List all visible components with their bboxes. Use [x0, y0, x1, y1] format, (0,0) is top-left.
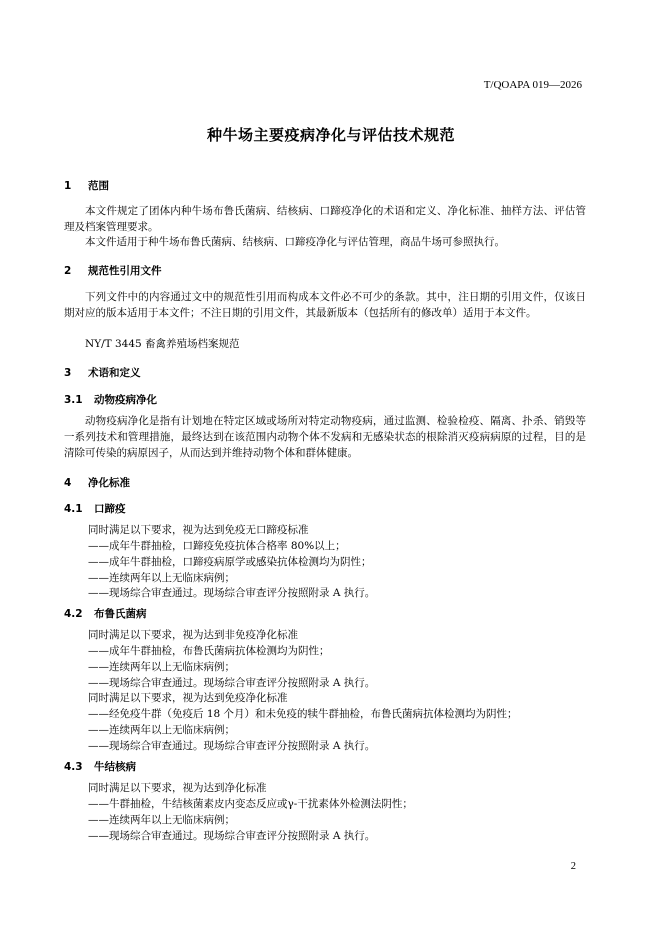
section-1-paragraph-1: 本文件规定了团体内种牛场布鲁氏菌病、结核病、口蹄疫净化的术语和定义、净化标准、抽样方法、评估管理及档案管理要求。: [64, 205, 586, 233]
tuberculosis-line: 同时满足以下要求，视为达到净化标准: [88, 782, 267, 794]
brucellosis-line: ——经免疫牛群（免疫后 18 个月）和未免疫的犊牛群抽检，布鲁氏菌病抗体检测均为阴性；: [88, 708, 518, 720]
section-3-heading: [64, 365, 141, 380]
fmd-line: ——连续两年以上无临床病例；: [88, 572, 235, 584]
definition-paragraph: 动物疫病净化是指有计划地在特定区域或场所对特定动物疫病，通过监测、检验检疫、隔离、扑杀、销毁等一系列技术和管理措施，最终达到在该范围内动物个体不发病和无感染状态的根除消灭疫病病原的过程，目的是清除可传染的病原因子，从而达到并维持动物个体和群体健康。: [64, 415, 586, 459]
brucellosis-line: ——连续两年以上无临床病例；: [88, 661, 235, 673]
document-title: 种牛场主要疫病净化与评估技术规范: [206, 126, 455, 144]
brucellosis-line: ——现场综合审查通过。现场综合审查评分按照附录 A 执行。: [88, 677, 376, 689]
subsection-4-1-heading: [64, 501, 126, 516]
fmd-line: 同时满足以下要求，视为达到免疫无口蹄疫标准: [88, 524, 309, 536]
tuberculosis-line: ——连续两年以上无临床病例；: [88, 814, 235, 826]
section-4-heading: [64, 475, 130, 490]
section-1-heading: [64, 178, 109, 193]
section-number: 3: [64, 367, 72, 379]
brucellosis-line: ——现场综合审查通过。现场综合审查评分按照附录 A 执行。: [88, 740, 376, 752]
section-2-paragraph-1: 下列文件中的内容通过文中的规范性引用而构成本文件必不可少的条款。其中，注日期的引用文件，仅该日期对应的版本适用于本文件；不注日期的引用文件，其最新版本（包括所有的修改单）适用于本文件。: [64, 291, 586, 319]
brucellosis-line: 同时满足以下要求，视为达到非免疫净化标准: [88, 629, 298, 641]
section-number: 4: [64, 477, 72, 489]
subsection-number: 4.1: [64, 503, 83, 515]
subsection-title: 布鲁氏菌病: [94, 608, 147, 620]
fmd-line: ——成年牛群抽检，口蹄疫免疫抗体合格率 80%以上；: [88, 540, 346, 552]
section-2-heading: [64, 263, 162, 278]
subsection-title: 牛结核病: [94, 761, 136, 773]
standard-code: T/QOAPA 019—2026: [483, 79, 582, 91]
section-title: 术语和定义: [88, 367, 141, 379]
subsection-title: 动物疫病净化: [94, 394, 157, 406]
normative-reference-1: NY/T 3445 畜禽养殖场档案规范: [85, 338, 240, 350]
fmd-line: ——成年牛群抽检，口蹄疫病原学或感染抗体检测均为阴性；: [88, 556, 372, 568]
tuberculosis-line: ——现场综合审查通过。现场综合审查评分按照附录 A 执行。: [88, 830, 376, 842]
brucellosis-line: 同时满足以下要求，视为达到免疫净化标准: [88, 692, 288, 704]
section-title: 规范性引用文件: [88, 265, 162, 277]
subsection-4-2-heading: [64, 606, 147, 621]
section-1-paragraph-2: 本文件适用于种牛场布鲁氏菌病、结核病、口蹄疫净化与评估管理，商品牛场可参照执行。: [85, 236, 505, 248]
subsection-title: 口蹄疫: [94, 503, 126, 515]
section-number: 2: [64, 265, 72, 277]
section-number: 1: [64, 180, 72, 192]
brucellosis-line: ——连续两年以上无临床病例；: [88, 724, 235, 736]
subsection-3-1-heading: [64, 392, 157, 407]
section-title: 范围: [88, 180, 109, 192]
tuberculosis-line: ——牛群抽检，牛结核菌素皮内变态反应或γ-干扰素体外检测法阴性；: [88, 798, 413, 810]
subsection-number: 4.3: [64, 761, 83, 773]
subsection-4-3-heading: [64, 759, 136, 774]
subsection-number: 3.1: [64, 394, 83, 406]
subsection-number: 4.2: [64, 608, 83, 620]
fmd-line: ——现场综合审查通过。现场综合审查评分按照附录 A 执行。: [88, 587, 376, 599]
section-title: 净化标准: [88, 477, 130, 489]
page-number: 2: [570, 861, 576, 872]
brucellosis-line: ——成年牛群抽检，布鲁氏菌病抗体检测均为阴性；: [88, 645, 330, 657]
